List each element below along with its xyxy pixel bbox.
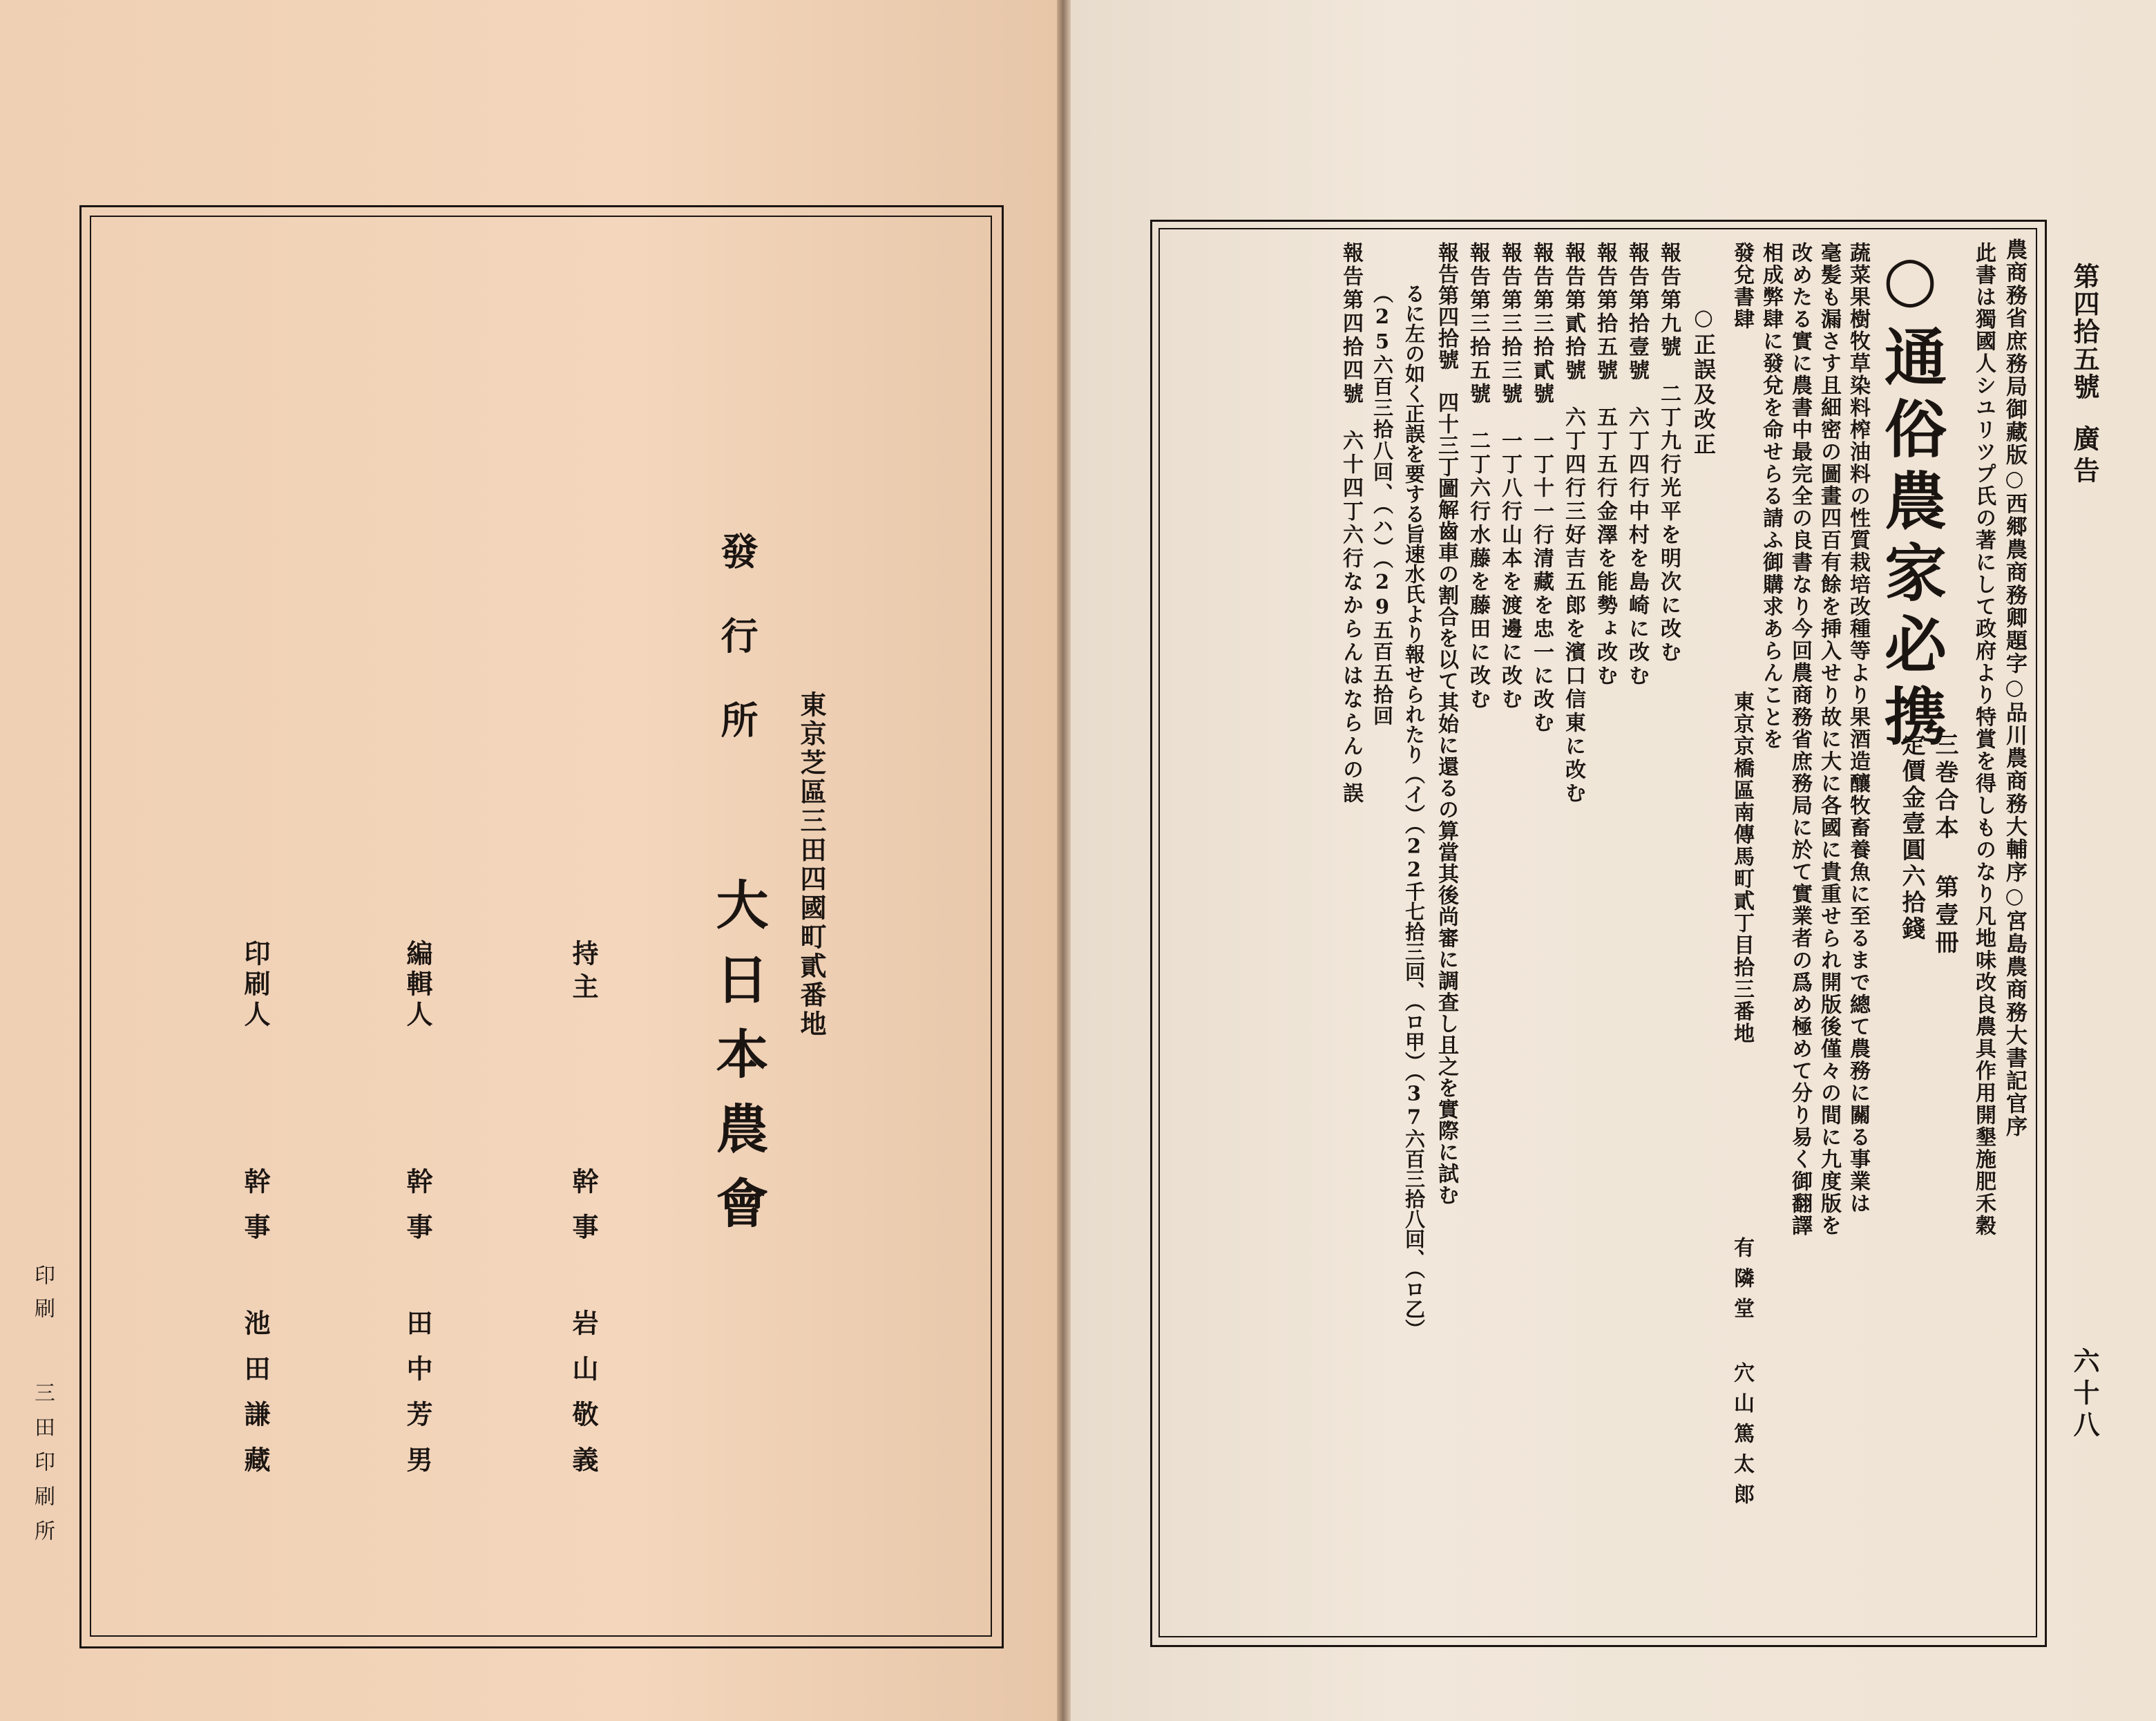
- address: 東京芝區三田四國町貳番地: [796, 691, 827, 1039]
- ad-sponsors: 農商務省庶務局御藏版○西郷農商務卿題字○品川農商務大輔序○宮島農商務大書記官序: [2002, 238, 2027, 1138]
- errata-line: 報告第九號 二丁九行光平を明次に改む: [1657, 242, 1681, 665]
- book-price: 定價金壹圓六拾錢: [1898, 732, 1925, 942]
- page-number: 六十八: [2069, 1347, 2100, 1443]
- printer-name: 幹事 池田謙藏: [240, 1168, 271, 1492]
- printer-role: 印刷人: [240, 940, 271, 1031]
- book-title: ○通俗農家必携: [1873, 242, 1947, 756]
- book-gutter: [1057, 0, 1071, 1721]
- bookseller-label: 發兌書肆: [1730, 242, 1754, 330]
- editor-role: 編輯人: [402, 940, 433, 1031]
- owner-name: 幹事 岩山敬義: [568, 1168, 599, 1492]
- errata-line: 報告第三拾貳號 一丁十一行清藏を忠一に改む: [1529, 242, 1554, 735]
- errata-line: 報告第四拾四號 六十四丁六行なからんはならんの誤: [1339, 242, 1363, 806]
- errata-line: 報告第四拾號 四十三丁圖解齒車の割合を以て其始に還るの算當其後尚審に調查し且之を實際に試む: [1434, 242, 1458, 1206]
- right-page: [1071, 0, 2156, 1721]
- bookseller-address: 東京京橋區南傳馬町貳丁目拾三番地: [1730, 691, 1754, 1045]
- errata-line: 報告第三拾五號 二丁六行水藤を藤田に改む: [1466, 242, 1490, 712]
- section-header: 廣告: [2069, 425, 2100, 488]
- description-line: 相成弊肆に發兌を命せらる請ふ御購求あらんことを: [1759, 242, 1783, 750]
- owner-role: 持主: [568, 940, 599, 1006]
- book-volumes: 三巻合本 第壹冊: [1931, 732, 1958, 958]
- description-line: 毫髪も漏さす且細密の圖畫四百有餘を挿入せり故に大に各國に貴重せられ開版後僅々の間に九度版を: [1817, 242, 1841, 1237]
- errata-line: 報告第拾五號 五丁五行金澤を能勢ょ改む: [1593, 242, 1617, 688]
- description-line: 改めたる實に農書中最完全の良書なり今回農商務省庶務局に於て實業者の爲め極めて分り易く御翻譯: [1788, 242, 1812, 1237]
- bookseller-name: 有隣堂 穴山篤太郎: [1730, 1237, 1754, 1514]
- description-line: 蔬菜果樹牧草染料榨油料の性質栽培改種等より果酒造釀牧畜養魚に至るまで總て農務に關る事業は: [1846, 242, 1870, 1215]
- errata-line: （25六百三拾八回、（ハ）（29五百五拾回: [1371, 283, 1394, 727]
- errata-line: るに左の如く正誤を要する旨速水氏より報せられたり（イ）（22千七拾三回、（ロ甲）（37六百三拾八回、（ロ乙）: [1402, 283, 1426, 1339]
- publisher-heading: 發行所: [715, 532, 759, 785]
- editor-name: 幹事 田中芳男: [402, 1168, 433, 1492]
- margin-printer-name: 三田印刷所: [30, 1382, 55, 1554]
- errata-line: 報告第三拾三號 一丁八行山本を渡邊に改む: [1498, 242, 1522, 712]
- publisher-name: 大日本農會: [707, 877, 769, 1251]
- errata-line: 報告第貳拾號 六丁四行三好吉五郎を濱口信東に改む: [1561, 242, 1585, 806]
- description-line: 此書は獨國人シユリツプ氏の著にして政府より特賞を得しものなり凡地味改良農具作用開墾施肥禾穀: [1972, 242, 1996, 1237]
- errata-title: ○正誤及改正: [1690, 304, 1717, 457]
- errata-line: 報告第拾壹號 六丁四行中村を島崎に改む: [1625, 242, 1649, 688]
- colophon-frame-inner: [90, 216, 992, 1637]
- issue-header: 第四拾五號: [2069, 263, 2100, 401]
- left-page: [0, 0, 1060, 1721]
- margin-printer-label: 印刷: [30, 1264, 55, 1331]
